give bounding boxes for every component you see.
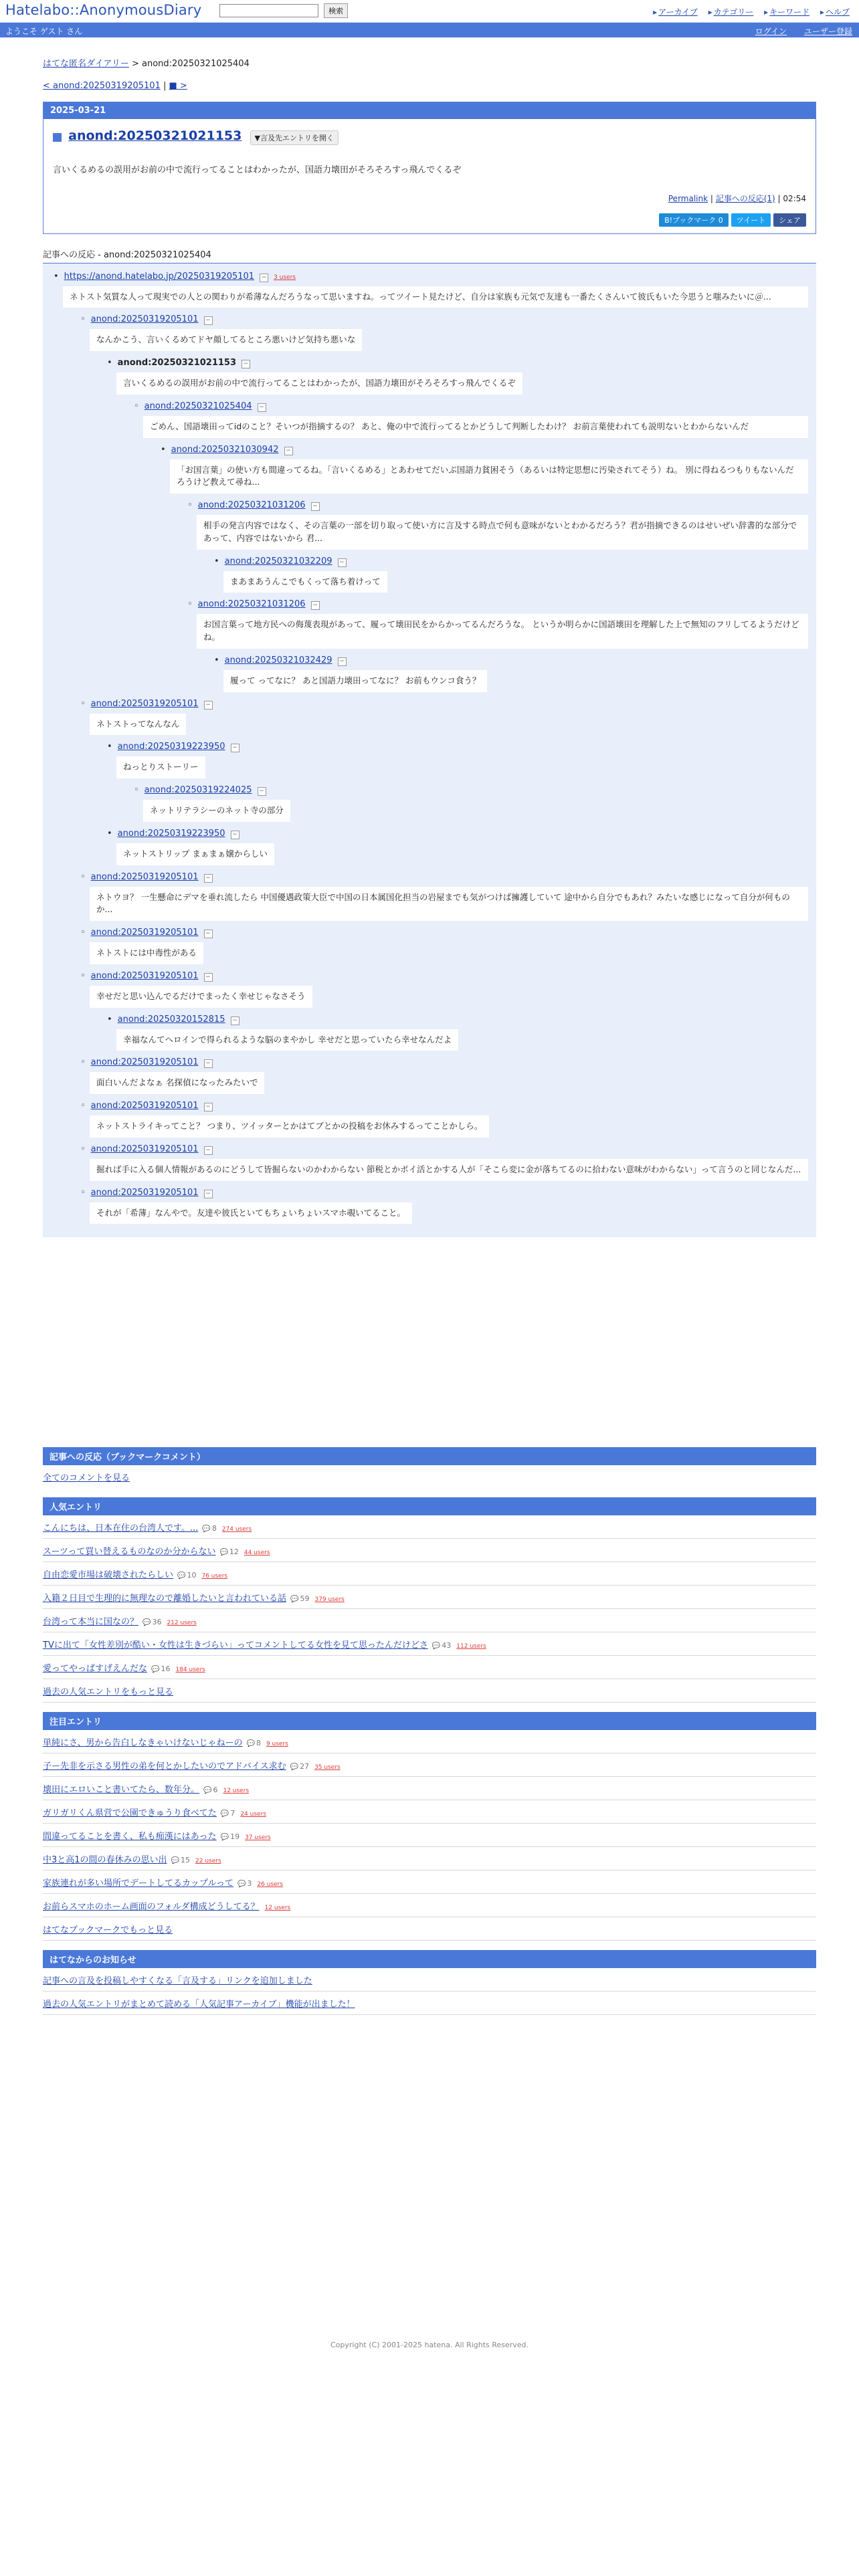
breadcrumb-current: anond:20250321025404: [142, 59, 250, 69]
collapse-icon[interactable]: −: [204, 1059, 213, 1068]
reaction-link[interactable]: anond:20250319205101: [90, 314, 199, 325]
collapse-icon[interactable]: −: [258, 787, 266, 796]
collapse-icon[interactable]: −: [204, 1146, 213, 1155]
list-item: [43, 1824, 816, 1847]
collapse-icon[interactable]: −: [258, 403, 266, 412]
entry-link[interactable]: 台湾って本当に国なの？: [43, 1617, 139, 1628]
comment-count: 💬 7: [221, 1809, 235, 1818]
reaction-item: [107, 829, 808, 865]
facebook-share-button[interactable]: シェア: [773, 213, 806, 227]
reaction-text: ネットストリップ まぁまぁ嬢からしい: [116, 843, 274, 865]
bullet-icon: ◦: [80, 698, 86, 709]
collapse-icon[interactable]: −: [204, 874, 213, 883]
entry-link[interactable]: 入籍２日目で生理的に無理なので離婚したいと言われている話: [43, 1594, 287, 1604]
reaction-link[interactable]: anond:20250319223950: [117, 742, 225, 752]
list-item: [43, 1632, 816, 1656]
reaction-item: [80, 314, 808, 351]
reaction-link[interactable]: anond:20250321031206: [197, 599, 306, 610]
top-header: [0, 0, 859, 23]
featured-entries-heading: 注目エントリ: [43, 1712, 816, 1730]
reaction-text: なんかこう、言いくるめてドヤ顔してるところ悪いけど気持ち悪いな: [90, 329, 362, 351]
reaction-text: ネトストってなんなん: [90, 714, 186, 736]
breadcrumb-separator: >: [128, 59, 142, 69]
bullet-icon: ◦: [80, 970, 86, 981]
reaction-item: [161, 445, 808, 494]
bullet-icon: •: [214, 655, 219, 665]
reaction-link[interactable]: anond:20250321032209: [224, 556, 332, 566]
entry-link[interactable]: こんにちは、日本在住の台湾人です。...: [43, 1523, 199, 1534]
comment-count: 💬 43: [432, 1641, 451, 1650]
reaction-link[interactable]: anond:20250319205101: [90, 1057, 199, 1068]
reaction-text: ネットリテラシーのネット寺の部分: [143, 800, 290, 822]
comment-count: 💬 6: [203, 1786, 217, 1794]
bookmark-users-badge[interactable]: 35 users: [314, 1764, 341, 1772]
reaction-link: anond:20250321021153: [117, 358, 237, 368]
reaction-item: [80, 872, 808, 922]
bullet-icon: ◦: [80, 1057, 86, 1068]
reaction-text: ネトストには中毒性がある: [90, 942, 203, 964]
entry-link[interactable]: スーツって買い替えるものなのか分からない: [43, 1547, 216, 1558]
reaction-link[interactable]: anond:20250319224025: [144, 785, 252, 795]
bullet-icon: ◦: [80, 1101, 86, 1111]
bullet-icon: •: [54, 271, 59, 282]
welcome-text: ようこそ ゲスト さん: [5, 27, 83, 36]
comment-count: 💬 12: [219, 1547, 238, 1556]
bookmark-users-badge[interactable]: 9 users: [266, 1741, 288, 1748]
all-comments-link[interactable]: 全てのコメントを見る: [43, 1473, 130, 1484]
search-button[interactable]: 検索: [324, 3, 348, 18]
entry-date: 2025-03-21: [43, 102, 816, 119]
entry-text: 言いくるめるの誤用がお前の中で流行ってることはわかったが、国語力壊田がそろそろすっ飛んでくるぞ: [53, 165, 462, 175]
bullet-icon: •: [107, 358, 112, 368]
entry-meta: Permalink | 記事への反応(1) | 02:54: [668, 193, 806, 203]
permalink[interactable]: Permalink: [668, 193, 708, 203]
reaction-text: ねっとりストーリー: [116, 756, 205, 778]
reaction-item: [187, 500, 808, 550]
comment-count: 💬 16: [151, 1665, 170, 1673]
bullet-icon: •: [107, 828, 112, 839]
entry-link[interactable]: 間違ってることを書く、私も痴漢にはあった: [43, 1832, 217, 1842]
reaction-item: [214, 556, 808, 593]
bookmark-users-badge[interactable]: 24 users: [240, 1811, 266, 1818]
reaction-link[interactable]: anond:20250319205101: [90, 1101, 199, 1111]
popular-entries-heading: 人気エントリ: [43, 1497, 816, 1515]
collapse-icon[interactable]: −: [338, 657, 347, 666]
prev-entry-link[interactable]: < anond:20250319205101: [43, 81, 161, 91]
share-buttons: [53, 213, 806, 227]
news-link[interactable]: 過去の人気エントリがまとめて読める「人気記事アーカイブ」機能が出ました！: [43, 2000, 355, 2010]
bullet-icon: •: [107, 742, 112, 752]
reaction-link[interactable]: anond:20250319205101: [90, 970, 199, 981]
reaction-link[interactable]: https://anond.hatelabo.jp/20250319205101: [64, 271, 255, 282]
reaction-item: [80, 928, 808, 964]
comment-count: 💬 19: [221, 1832, 240, 1841]
news-link[interactable]: 記事への言及を投稿しやすくなる「言及する」リンクを追加しました: [43, 1976, 312, 1987]
comment-count: 💬 3: [237, 1879, 252, 1888]
bullet-icon: •: [214, 556, 219, 566]
bookmark-users-badge[interactable]: 212 users: [167, 1620, 197, 1627]
comment-count: 💬 10: [177, 1571, 196, 1580]
collapse-icon[interactable]: −: [204, 973, 213, 982]
comment-count: 💬 15: [171, 1856, 190, 1864]
reaction-item: [54, 272, 808, 308]
register-link[interactable]: ユーザー登録: [803, 27, 852, 36]
pager: [43, 81, 816, 91]
collapse-icon[interactable]: −: [231, 831, 240, 839]
list-item: [43, 1609, 816, 1632]
reaction-item: [80, 1101, 808, 1138]
list-item: [43, 1586, 816, 1609]
reaction-text: 掘れば手に入る個人情報があるのにどうして皆掘らないのかわからない 節税とかポイ活とかする人が「そこら変に金が落ちてるのに拾わない意味がわからない」って言うのと同じなんだ...: [90, 1159, 808, 1181]
top-nav: [645, 6, 850, 17]
collapse-icon[interactable]: −: [284, 447, 293, 455]
reaction-item: [80, 971, 808, 1008]
reaction-item: [107, 358, 808, 395]
search-input[interactable]: [219, 4, 318, 17]
nav-help[interactable]: ▸ ヘルプ: [820, 7, 850, 17]
user-bar: [0, 23, 859, 37]
nav-archive[interactable]: ▸ アーカイブ: [653, 7, 698, 17]
bookmark-users-badge[interactable]: 26 users: [257, 1881, 284, 1889]
bullet-icon: ◦: [80, 1187, 86, 1198]
bookmark-users-badge[interactable]: 12 users: [264, 1905, 291, 1912]
reaction-text: 履って ってなに？ あと国語力壊田ってなに？ お前もウンコ食う？: [223, 670, 487, 692]
entry-title[interactable]: anond:20250321021153: [68, 128, 242, 143]
reaction-item: [134, 401, 808, 438]
reaction-item: [80, 1188, 808, 1224]
list-item: [43, 1847, 816, 1870]
reaction-text: 「お国言葉」の使い方も間違ってるね。「言いくるめる」とあわせてだいぶ国語力貧困そう（あるいは特定思想に汚染されてそう）ね。 別に得ねるつもりもないんだろうけど教えて尋ね...: [170, 459, 808, 494]
bullet-icon: ◦: [80, 1144, 86, 1154]
collapse-icon[interactable]: −: [260, 274, 268, 282]
list-item: [43, 1730, 816, 1753]
reaction-link[interactable]: anond:20250321025404: [144, 401, 252, 411]
collapse-icon[interactable]: −: [204, 701, 213, 710]
breadcrumb: [43, 56, 816, 69]
reaction-link[interactable]: anond:20250319205101: [90, 871, 199, 882]
reaction-text: 相手の発言内容ではなく、その言葉の一部を切り取って使い方に言及する時点で何も意味がないとわかるだろう？君が指摘できるのはせいぜい辞書的な部分であって、内容ではないから 君...: [197, 515, 808, 550]
bookmark-users-badge[interactable]: 76 users: [201, 1573, 228, 1580]
bullet-icon: ◦: [134, 401, 139, 411]
reaction-link[interactable]: anond:20250319205101: [90, 928, 199, 938]
bullet-icon: •: [107, 1014, 112, 1025]
bookmark-users-badge[interactable]: 112 users: [456, 1643, 486, 1650]
search-form: [219, 3, 348, 18]
bookmark-users-badge[interactable]: 37 users: [245, 1834, 271, 1842]
collapse-icon[interactable]: −: [311, 601, 320, 610]
site-logo[interactable]: Hatelabo::AnonymousDiary: [5, 2, 202, 18]
entry-time: 02:54: [783, 193, 806, 203]
reaction-link[interactable]: anond:20250321032429: [224, 655, 332, 665]
main-content: [43, 37, 816, 2015]
entry-link[interactable]: 子ー先非を示さる男性の弟を何とかしたいのでアドバイス求む: [43, 1761, 286, 1772]
reaction-text: ごめん、国語壊田ってidのこと？そいつが指摘するの？ あと、俺の中で流行ってるとかどうして判断したわけ？ お前言葉使われても説明ないとわからないんだ: [143, 416, 808, 438]
reaction-text: 面白いんだよなぁ 名探偵になったみたいで: [90, 1072, 264, 1094]
featured-list: [43, 1730, 816, 1917]
collapse-icon[interactable]: −: [204, 316, 213, 325]
list-item: [43, 1870, 816, 1894]
collapse-icon[interactable]: −: [204, 930, 213, 938]
entry-link[interactable]: 自由恋愛市場は破壊されたらしい: [43, 1570, 174, 1581]
bookmark-users-badge[interactable]: 22 users: [195, 1858, 221, 1865]
bullet-icon: ◦: [80, 928, 86, 938]
open-reference-button[interactable]: ▼言及先エントリを開く: [250, 130, 339, 145]
collapse-icon[interactable]: −: [231, 1016, 240, 1025]
reaction-link[interactable]: anond:20250319205101: [90, 698, 199, 709]
reactions-heading: 記事への反応 - anond:20250321025404: [43, 247, 816, 263]
entry-link[interactable]: 壊田にエロいこと書いてたら、数年分。: [43, 1785, 200, 1796]
news-heading: はてなからのお知らせ: [43, 1950, 816, 1968]
list-item: [43, 1894, 816, 1917]
collapse-icon[interactable]: −: [242, 360, 250, 368]
bullet-icon: ◦: [187, 599, 193, 610]
reaction-link[interactable]: anond:20250319223950: [117, 828, 225, 839]
reaction-text: 幸福なんてヘロインで得られるような脳のまやかし 幸せだと思っていたら幸せなんだよ: [116, 1029, 458, 1051]
ad-space: [43, 1237, 816, 1438]
bookmark-users-badge[interactable]: 44 users: [244, 1549, 270, 1557]
collapse-icon[interactable]: −: [311, 502, 320, 511]
entry-link[interactable]: 愛ってやっぱすげえんだな: [43, 1664, 148, 1675]
reaction-text: それが「希薄」なんやで。友達や彼氏といてもちょいちょいスマホ覗いてること。: [90, 1202, 412, 1224]
reaction-text: 幸せだと思い込んでるだけでまったく幸せじゃなさそう: [90, 986, 312, 1008]
reaction-text: お国言葉って地方民への侮蔑表現があって、履って壊田民をからかってるんだろうな。 というか明らかに国語壊田を理解した上で無知のフリしてるようだけどね。: [197, 614, 808, 649]
collapse-icon[interactable]: −: [231, 744, 240, 752]
login-link[interactable]: ログイン: [755, 27, 787, 36]
reaction-link[interactable]: anond:20250320152815: [117, 1014, 225, 1025]
collapse-icon[interactable]: −: [204, 1103, 213, 1111]
entry-link[interactable]: ガリガリくん県営で公園できゅうり食べてた: [43, 1808, 217, 1819]
bullet-icon: ◦: [134, 785, 139, 795]
comment-count: 💬 36: [142, 1618, 161, 1626]
collapse-icon[interactable]: −: [338, 558, 347, 567]
entry-box: [43, 102, 816, 234]
reaction-link[interactable]: anond:20250321031206: [197, 500, 306, 510]
reaction-item: [80, 1057, 808, 1094]
list-item: [43, 1562, 816, 1586]
list-item: [43, 1656, 816, 1679]
reaction-link[interactable]: anond:20250319205101: [90, 1187, 199, 1198]
next-entry-link[interactable]: ■ >: [169, 81, 187, 91]
reaction-text: 言いくるめるの誤用がお前の中で流行ってることはわかったが、国語力壊田がそろそろすっ飛んでくるぞ: [116, 372, 522, 395]
bookmark-users-badge[interactable]: 184 users: [175, 1667, 205, 1674]
bullet-icon: •: [161, 444, 166, 455]
reaction-link[interactable]: anond:20250321030942: [171, 444, 279, 455]
reaction-text: ネトウヨ？ 一生懸命にデマを垂れ流したら 中国優遇政策大臣で中国の日本属国化担当の岩屋までも気がつけば擁護していて 途中から自分でもあれ？みたいな感じになって自分が何ものか...: [90, 887, 808, 922]
collapse-icon[interactable]: −: [204, 1190, 213, 1198]
comment-count: 💬 8: [202, 1524, 216, 1533]
reaction-item: [107, 1014, 808, 1051]
reaction-link[interactable]: anond:20250319205101: [90, 1144, 199, 1154]
bullet-icon: ◦: [187, 500, 193, 510]
reaction-tree: [43, 263, 816, 1238]
entry-link[interactable]: お前らスマホのホーム画面のフォルダ構成どうしてる？: [43, 1902, 260, 1913]
entry-link[interactable]: 中3と高1の間の春休みの思い出: [43, 1855, 167, 1866]
entry-square-icon: [53, 133, 62, 142]
list-item: [43, 1753, 816, 1777]
list-item: [43, 1800, 816, 1824]
comment-count: 💬 27: [290, 1762, 309, 1771]
nav-keyword[interactable]: ▸ キーワード: [764, 7, 809, 17]
entry-link[interactable]: TVに出て「女性差別が酷い・女性は生きづらい」ってコメントしてる女性を見て思ったんだけどさ: [43, 1640, 428, 1651]
reaction-item: [187, 599, 808, 649]
reaction-count-link[interactable]: 記事への反応(1): [715, 193, 775, 203]
list-item: [43, 1539, 816, 1562]
bookmark-users-badge[interactable]: 274 users: [221, 1526, 252, 1533]
reaction-text: ネトスト気質な人って現実での人との関わりが希薄なんだろうなって思いますね。ってツイート見たけど、自分は家族も元気で友達も一番たくさんいて彼氏もいた今思うと嗤みたいに＠...: [63, 286, 808, 308]
list-item: [43, 1992, 816, 2015]
featured-more-link[interactable]: はてなブックマークでもっと見る: [43, 1925, 173, 1936]
reaction-item: [80, 1144, 808, 1181]
reaction-item: [80, 699, 808, 736]
news-list: [43, 1968, 816, 2015]
bookmark-users-badge[interactable]: 379 users: [314, 1596, 345, 1604]
reaction-item: [107, 742, 808, 778]
pager-separator: |: [160, 81, 169, 91]
bookmark-users-badge[interactable]: 12 users: [223, 1788, 250, 1795]
nav-category[interactable]: ▸ カテゴリー: [708, 7, 754, 17]
list-item: [43, 1968, 816, 1992]
tweet-button[interactable]: ツイート: [731, 213, 771, 227]
entry-link[interactable]: 家族連れが多い場所でデートしてるカップルって: [43, 1879, 233, 1889]
popular-list: [43, 1515, 816, 1679]
list-item: [43, 1515, 816, 1539]
comment-count: 💬 8: [246, 1739, 260, 1747]
reaction-item: [134, 785, 808, 822]
bookmark-comments-heading: 記事への反応（ブックマークコメント）: [43, 1447, 816, 1465]
reaction-item: [214, 655, 808, 692]
breadcrumb-root[interactable]: はてな匿名ダイアリー: [43, 59, 129, 69]
bullet-icon: ◦: [80, 314, 86, 325]
copyright: Copyright (C) 2001-2025 hatena. All Rights Reserved.: [330, 2341, 529, 2349]
bullet-icon: ◦: [80, 871, 86, 882]
list-item: [43, 1777, 816, 1800]
popular-more-link[interactable]: 過去の人気エントリをもっと見る: [43, 1687, 174, 1698]
reaction-text: ネットストライキってこと？ つまり、ツイッターとかはてブとかの投稿をお休みするってことかしら。: [90, 1115, 489, 1138]
hatena-bookmark-button[interactable]: B!ブックマーク 0: [659, 213, 729, 227]
entry-link[interactable]: 単純にさ、男から告白しなきゃいけないじゃねーの: [43, 1738, 243, 1749]
comment-count: 💬 59: [290, 1594, 309, 1603]
bookmark-users-badge[interactable]: 3 users: [274, 274, 296, 281]
reaction-text: まあまあうんこでもくって落ち着けって: [223, 571, 387, 593]
